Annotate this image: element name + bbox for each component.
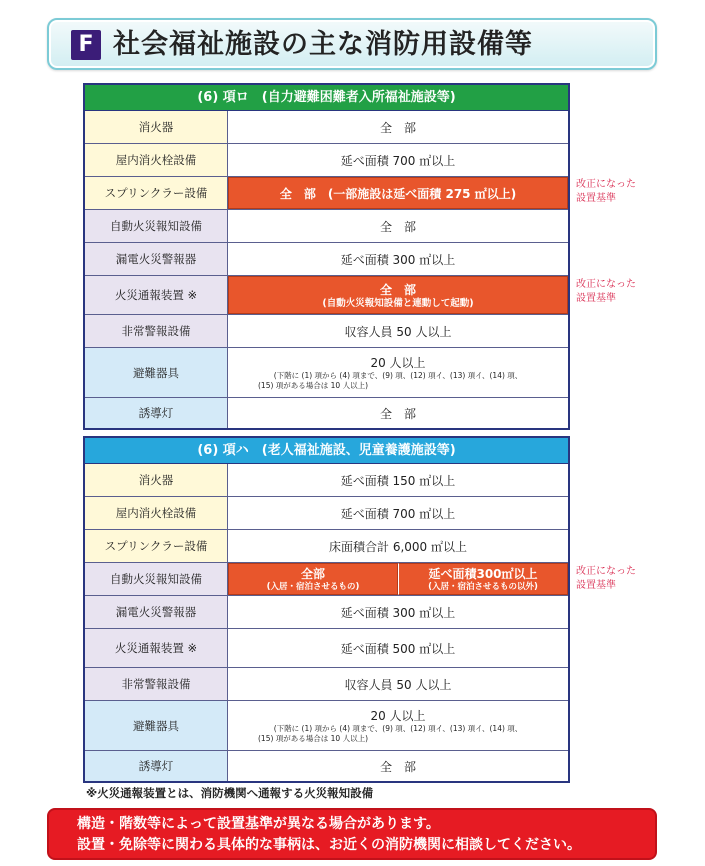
revision-note: [576, 565, 636, 593]
row-value: 全 部: [379, 219, 416, 234]
revision-note: [576, 178, 636, 206]
row-label: 漏電火災警報器: [85, 243, 228, 275]
row-value: 全 部: [379, 120, 416, 135]
value-main: 全 部: [379, 282, 416, 297]
row-value: 全 部: [379, 759, 416, 774]
row-label: 消火器: [85, 111, 228, 143]
table-6-ha: [83, 436, 570, 783]
value-sub: (自動火災報知設備と連動して起動): [322, 297, 474, 309]
value-main: 20 人以上: [370, 709, 426, 723]
row-value: 収容人員 50 人以上: [344, 677, 452, 692]
row-value: 収容人員 50 人以上: [344, 324, 452, 339]
row-value: 全 部: [379, 406, 416, 421]
value-note: (15) 項がある場合は 10 人以上): [258, 381, 369, 390]
table-row: [85, 398, 568, 428]
table-row: [85, 629, 568, 668]
table-row: [85, 530, 568, 563]
row-label: 非常警報設備: [85, 315, 228, 347]
table-row: [85, 111, 568, 144]
row-label: 誘導灯: [85, 398, 228, 428]
table-row: [85, 144, 568, 177]
warning-line1: 構造・階数等によって設置基準が異なる場合があります。: [77, 816, 440, 832]
row-label: 避難器具: [85, 701, 228, 750]
revision-note-line2: 設置基準: [576, 580, 616, 591]
row-label: スプリンクラー設備: [85, 530, 228, 562]
value-left-highlight: [228, 563, 398, 595]
row-label: 消火器: [85, 464, 228, 496]
row-value: [228, 348, 568, 397]
table-header: (6) 項ロ (自力避難困難者入所福祉施設等): [85, 85, 568, 111]
table-row: [85, 563, 568, 596]
row-label: 避難器具: [85, 348, 228, 397]
row-value-split: [228, 563, 568, 595]
title-bar: [47, 18, 657, 70]
table-row: [85, 668, 568, 701]
table-row: [85, 701, 568, 751]
value-sub: (入居・宿泊させるもの): [266, 582, 360, 592]
revision-note-line1: 改正になった: [576, 279, 636, 290]
row-label: 屋内消火栓設備: [85, 497, 228, 529]
table-row: [85, 243, 568, 276]
row-value: 延べ面積 500 ㎡以上: [340, 641, 456, 656]
value-sub: (入居・宿泊させるもの以外): [428, 582, 538, 592]
revision-note-line2: 設置基準: [576, 193, 616, 204]
row-value: 延べ面積 300 ㎡以上: [340, 252, 456, 267]
row-value: 延べ面積 700 ㎡以上: [340, 153, 456, 168]
table-row: [85, 751, 568, 781]
row-label: 屋内消火栓設備: [85, 144, 228, 176]
revision-note-line2: 設置基準: [576, 293, 616, 304]
table-row: [85, 177, 568, 210]
row-label: 自動火災報知設備: [85, 563, 228, 595]
table-row: [85, 276, 568, 315]
revision-note: [576, 278, 636, 306]
row-value: [228, 701, 568, 750]
table-header: (6) 項ハ (老人福祉施設、児童養護施設等): [85, 438, 568, 464]
value-main: 延べ面積300㎡以上: [428, 567, 538, 581]
row-label: スプリンクラー設備: [85, 177, 228, 209]
table-row: [85, 315, 568, 348]
row-value: 延べ面積 150 ㎡以上: [340, 473, 456, 488]
row-value-highlight: 全 部 (一部施設は延べ面積 275 ㎡以上): [228, 177, 568, 209]
row-value-highlight: [228, 276, 568, 314]
row-label: 火災通報装置 ※: [85, 629, 228, 667]
row-label: 非常警報設備: [85, 668, 228, 700]
row-value: 延べ面積 300 ㎡以上: [340, 605, 456, 620]
row-value: 延べ面積 700 ㎡以上: [340, 506, 456, 521]
value-main: 全部: [300, 567, 325, 581]
row-label: 漏電火災警報器: [85, 596, 228, 628]
table-row: [85, 210, 568, 243]
value-note: (下階に (1) 項から (4) 項まで、(9) 項、(12) 項イ、(13) 項イ、(14) 項、: [273, 371, 523, 380]
revision-note-line1: 改正になった: [576, 179, 636, 190]
page-title: 社会福祉施設の主な消防用設備等: [113, 29, 533, 60]
warning-box: [47, 808, 657, 860]
table-row: [85, 596, 568, 629]
table-row: [85, 348, 568, 398]
row-label: 自動火災報知設備: [85, 210, 228, 242]
row-label: 誘導灯: [85, 751, 228, 781]
value-note: (下階に (1) 項から (4) 項まで、(9) 項、(12) 項イ、(13) 項イ、(14) 項、: [273, 724, 523, 733]
table-row: [85, 464, 568, 497]
value-main: 20 人以上: [370, 356, 426, 370]
warning-line2: 設置・免除等に関わる具体的な事柄は、お近くの消防機関に相談してください。: [77, 837, 581, 853]
row-label: 火災通報装置 ※: [85, 276, 228, 314]
revision-note-line1: 改正になった: [576, 566, 636, 577]
value-note: (15) 項がある場合は 10 人以上): [258, 734, 369, 743]
value-right-highlight: [398, 563, 568, 595]
row-value: 床面積合計 6,000 ㎡以上: [329, 539, 467, 554]
table-row: [85, 497, 568, 530]
footnote: ※火災通報装置とは、消防機関へ通報する火災報知設備: [86, 786, 374, 800]
section-badge: F: [71, 30, 101, 60]
table-6-ro: [83, 83, 570, 430]
